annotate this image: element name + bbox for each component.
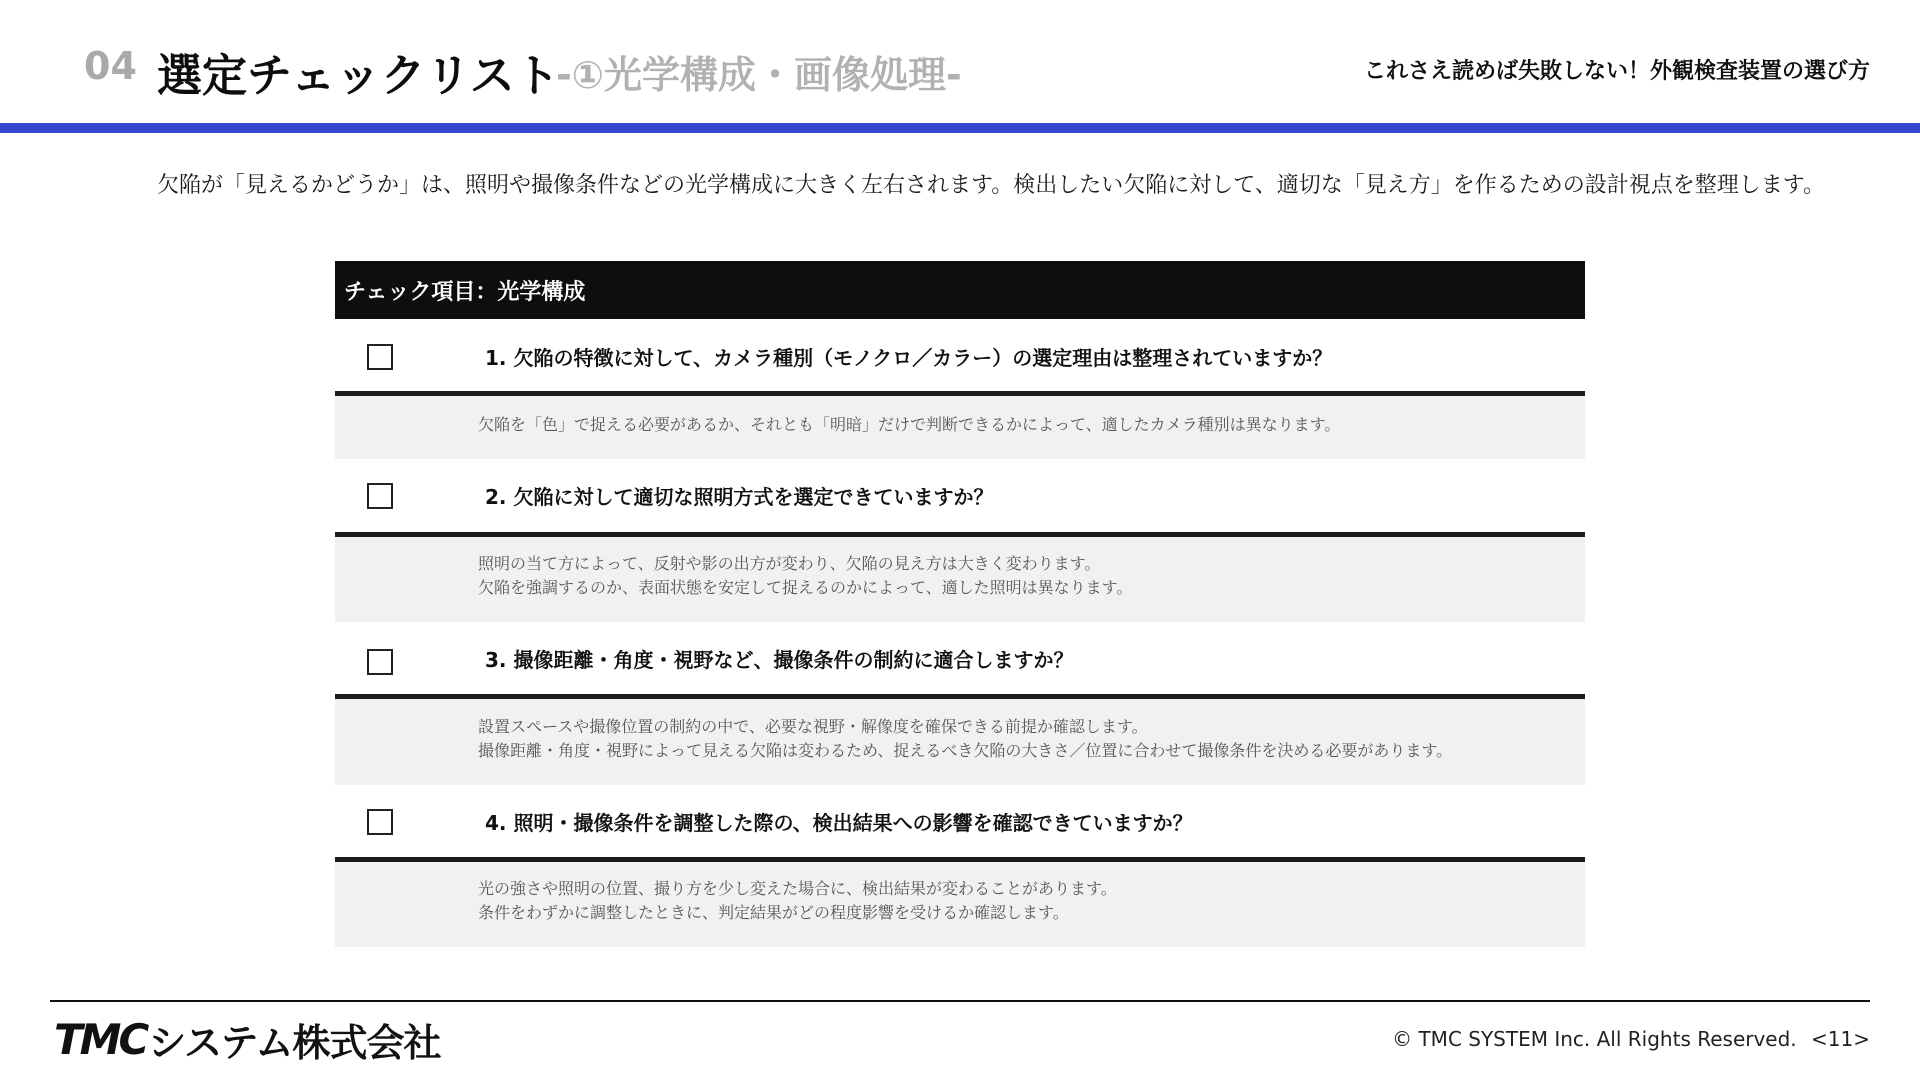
detail-row <box>335 537 1585 622</box>
question-row <box>335 785 1585 862</box>
section-title: 選定チェックリスト <box>157 49 560 102</box>
section-subtitle: -①光学構成・画像処理- <box>556 53 962 97</box>
company-logo <box>54 1014 440 1064</box>
detail-line: 条件をわずかに調整したときに、判定結果がどの程度影響を受けるか確認します。 <box>478 903 1069 922</box>
intro-text: 欠陥が「見えるかどうか」は、照明や撮像条件などの光学構成に大きく左右されます。検出したい欠陥に対して、適切な「見え方」を作るための設計視点を整理します。 <box>157 173 1826 198</box>
checklist-header: チェック項目：光学構成 <box>335 261 1585 319</box>
footer-rule <box>50 1000 1870 1002</box>
logo-text: システム株式会社 <box>148 1020 441 1065</box>
logo-mark: TMC <box>54 1014 147 1064</box>
checkbox[interactable] <box>367 809 393 835</box>
question-row <box>335 622 1585 699</box>
detail-row <box>335 396 1585 459</box>
detail-row <box>335 699 1585 785</box>
checklist-item <box>335 622 1585 785</box>
footer-copyright <box>1392 1027 1870 1051</box>
detail-line: 設置スペースや撮像位置の制約の中で、必要な視野・解像度を確保できる前提か確認します。 <box>478 717 1148 736</box>
header-accent-rule <box>0 123 1920 133</box>
question-text: 2. 欠陥に対して適切な照明方式を選定できていますか？ <box>485 485 994 509</box>
document-title: これさえ読めば失敗しない！外観検査装置の選び方 <box>1363 59 1870 84</box>
page-number: <11> <box>1811 1027 1870 1051</box>
section-number: 04 <box>84 44 137 88</box>
checkbox[interactable] <box>367 483 393 509</box>
detail-line: 撮像距離・角度・視野によって見える欠陥は変わるため、捉えるべき欠陥の大きさ／位置に合わせて撮像条件を決める必要があります。 <box>478 741 1453 760</box>
detail-line: 光の強さや照明の位置、撮り方を少し変えた場合に、検出結果が変わることがあります。 <box>478 879 1117 898</box>
copyright-text: © TMC SYSTEM Inc. All Rights Reserved. <box>1392 1027 1797 1051</box>
question-row <box>335 319 1585 396</box>
question-row <box>335 459 1585 537</box>
checkbox[interactable] <box>367 649 393 675</box>
checkbox[interactable] <box>367 344 393 370</box>
slide-header <box>0 0 1920 124</box>
question-text: 1. 欠陥の特徴に対して、カメラ種別（モノクロ／カラー）の選定理由は整理されていますか？ <box>485 346 1333 370</box>
detail-line: 欠陥を強調するのか、表面状態を安定して捉えるのかによって、適した照明は異なります。 <box>478 578 1133 597</box>
question-text: 3. 撮像距離・角度・視野など、撮像条件の制約に適合しますか？ <box>485 648 1074 672</box>
checklist-item <box>335 319 1585 459</box>
checklist-item <box>335 785 1585 947</box>
question-text: 4. 照明・撮像条件を調整した際の、検出結果への影響を確認できていますか？ <box>485 811 1193 835</box>
checklist-table <box>335 261 1585 947</box>
detail-line: 照明の当て方によって、反射や影の出方が変わり、欠陥の見え方は大きく変わります。 <box>478 554 1101 573</box>
detail-row <box>335 862 1585 947</box>
detail-line: 欠陥を「色」で捉える必要があるか、それとも「明暗」だけで判断できるかによって、適したカメラ種別は異なります。 <box>478 415 1341 434</box>
checklist-item <box>335 459 1585 622</box>
